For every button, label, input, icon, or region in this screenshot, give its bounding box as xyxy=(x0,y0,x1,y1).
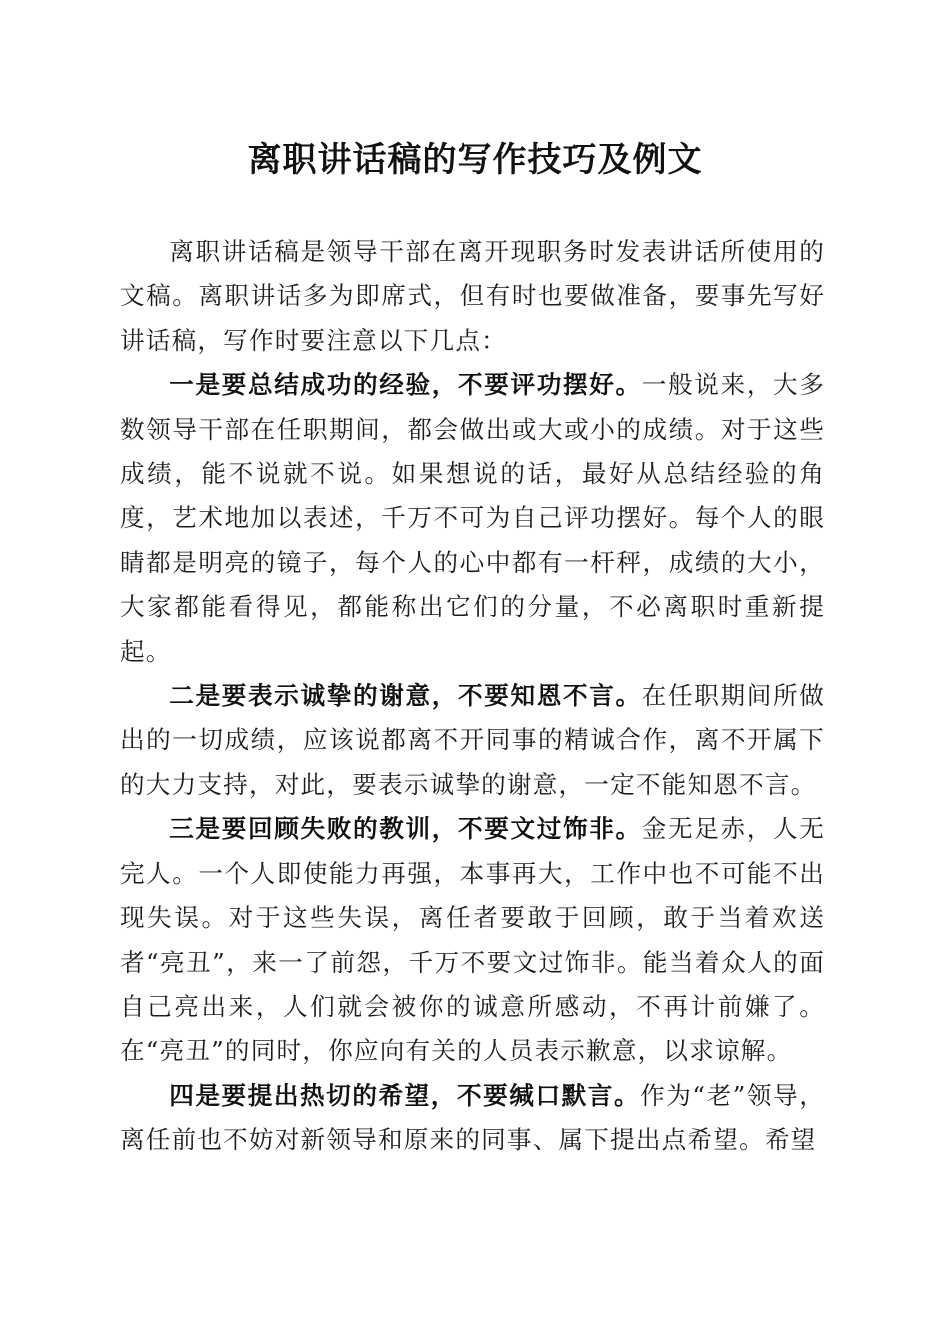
point-paragraph-3 xyxy=(120,807,825,1073)
point-lead: 四是要提出热切的希望，不要缄口默言。 xyxy=(169,1080,641,1110)
point-paragraph-4 xyxy=(120,1074,825,1163)
point-text: 在任职期间所做出的一切成绩，应该说都离不开同事的精诚合作，离不开属下的大力支持，对此，要表示诚挚的谢意，一定不能知恩不言。 xyxy=(120,681,825,799)
point-text: 一般说来，大多数领导干部在任职期间，都会做出或大或小的成绩。对于这些成绩，能不说就不说。如果想说的话，最好从总结经验的角度，艺术地加以表述，千万不可为自己评功摆好。每个人的眼睛都是明亮的镜子，每个人的心中都有一杆秤，成绩的大小，大家都能看得见，都能称出它们的分量，不必离职时重新提起。 xyxy=(120,370,825,666)
point-text: 金无足赤，人无完人。一个人即使能力再强，本事再大，工作中也不可能不出现失误。对于这些失误，离任者要敢于回顾，敢于当着欢送者“亮丑”，来一了前怨，千万不要文过饰非。能当着众人的面自己亮出来，人们就会被你的诚意所感动，不再计前嫌了。在“亮丑”的同时，你应向有关的人员表示歉意，以求谅解。 xyxy=(120,814,825,1066)
point-lead: 三是要回顾失败的教训，不要文过饰非。 xyxy=(169,814,642,844)
point-text: 作为“老”领导，离任前也不妨对新领导和原来的同事、属下提出点希望。希望 xyxy=(120,1080,825,1155)
document-title: 离职讲话稿的写作技巧及例文 xyxy=(247,140,703,180)
intro-paragraph: 离职讲话稿是领导干部在离开现职务时发表讲话所使用的文稿。离职讲话多为即席式，但有时也要做准备，要事先写好讲话稿，写作时要注意以下几点： xyxy=(120,237,825,355)
document-body xyxy=(120,230,825,1163)
point-paragraph-1 xyxy=(120,363,825,674)
point-lead: 一是要总结成功的经验，不要评功摆好。 xyxy=(169,370,642,400)
point-lead: 二是要表示诚挚的谢意，不要知恩不言。 xyxy=(169,681,642,711)
point-paragraph-2 xyxy=(120,674,825,807)
